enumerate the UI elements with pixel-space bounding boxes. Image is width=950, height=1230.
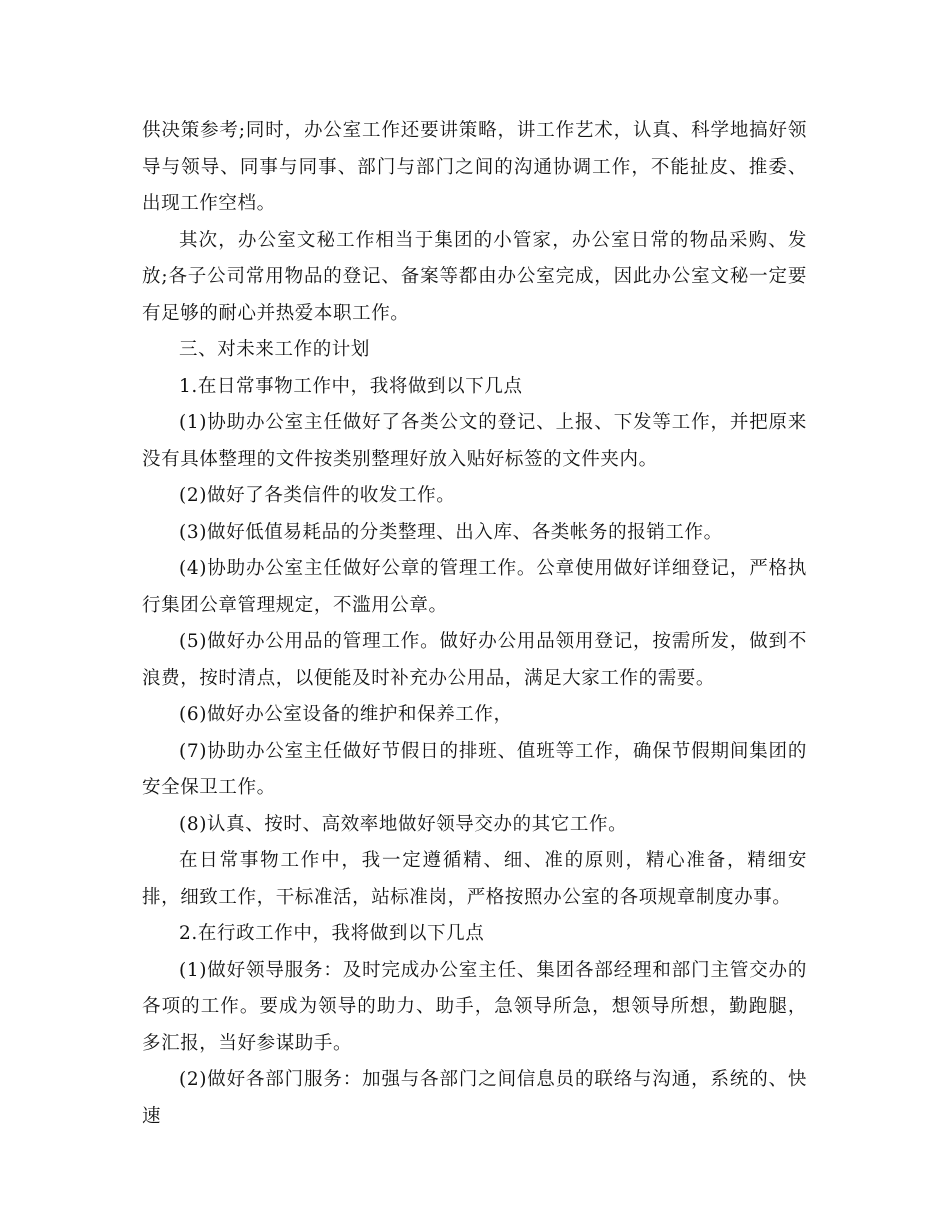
list-item-8: (8)认真、按时、高效率地做好领导交办的其它工作。 — [179, 813, 628, 835]
paragraph-principles: 在日常事物工作中，我一定遵循精、细、准的原则，精心准备，精细安排，细致工作，干标准活，站标准岗，严格按照办公室的各项规章制度办事。 — [142, 850, 807, 908]
list-item-7: (7)协助办公室主任做好节假日的排班、值班等工作，确保节假期间集团的安全保卫工作。 — [142, 740, 807, 798]
subheading-daily-affairs: 1.在日常事物工作中，我将做到以下几点 — [179, 375, 523, 397]
list-item-1: (1)协助办公室主任做好了各类公文的登记、上报、下发等工作，并把原来没有具体整理的文件按类别整理好放入贴好标签的文件夹内。 — [142, 412, 807, 470]
subheading-administrative-work: 2.在行政工作中，我将做到以下几点 — [179, 923, 485, 944]
list-item-2: (2)做好了各类信件的收发工作。 — [179, 485, 456, 506]
list-item-5: (5)做好办公用品的管理工作。做好办公用品领用登记，按需所发，做到不浪费，按时清点，以便能及时补充办公用品，满足大家工作的需要。 — [142, 631, 807, 689]
paragraph-2: 其次，办公室文秘工作相当于集团的小管家，办公室日常的物品采购、发放;各子公司常用物品的登记、备案等都由办公室完成，因此办公室文秘一定要有足够的耐心并热爱本职工作。 — [142, 229, 807, 324]
list-item-admin-1: (1)做好领导服务：及时完成办公室主任、集团各部经理和部门主管交办的各项的工作。要成为领导的助力、助手，急领导所急，想领导所想，勤跑腿，多汇报，当好参谋助手。 — [142, 959, 807, 1054]
list-item-6: (6)做好办公室设备的维护和保养工作， — [179, 704, 513, 725]
section-heading-future-plan: 三、对未来工作的计划 — [179, 339, 371, 360]
list-item-4: (4)协助办公室主任做好公章的管理工作。公章使用做好详细登记，严格执行集团公章管理规定，不滥用公章。 — [142, 558, 807, 616]
paragraph-1: 供决策参考;同时，办公室工作还要讲策略，讲工作艺术，认真、科学地搞好领导与领导、同事与同事、部门与部门之间的沟通协调工作，不能扯皮、推委、出现工作空档。 — [142, 120, 807, 214]
list-item-admin-2: (2)做好各部门服务：加强与各部门之间信息员的联络与沟通，系统的、快速 — [142, 1069, 807, 1127]
document-body — [142, 113, 807, 1135]
list-item-3: (3)做好低值易耗品的分类整理、出入库、各类帐务的报销工作。 — [179, 521, 723, 543]
